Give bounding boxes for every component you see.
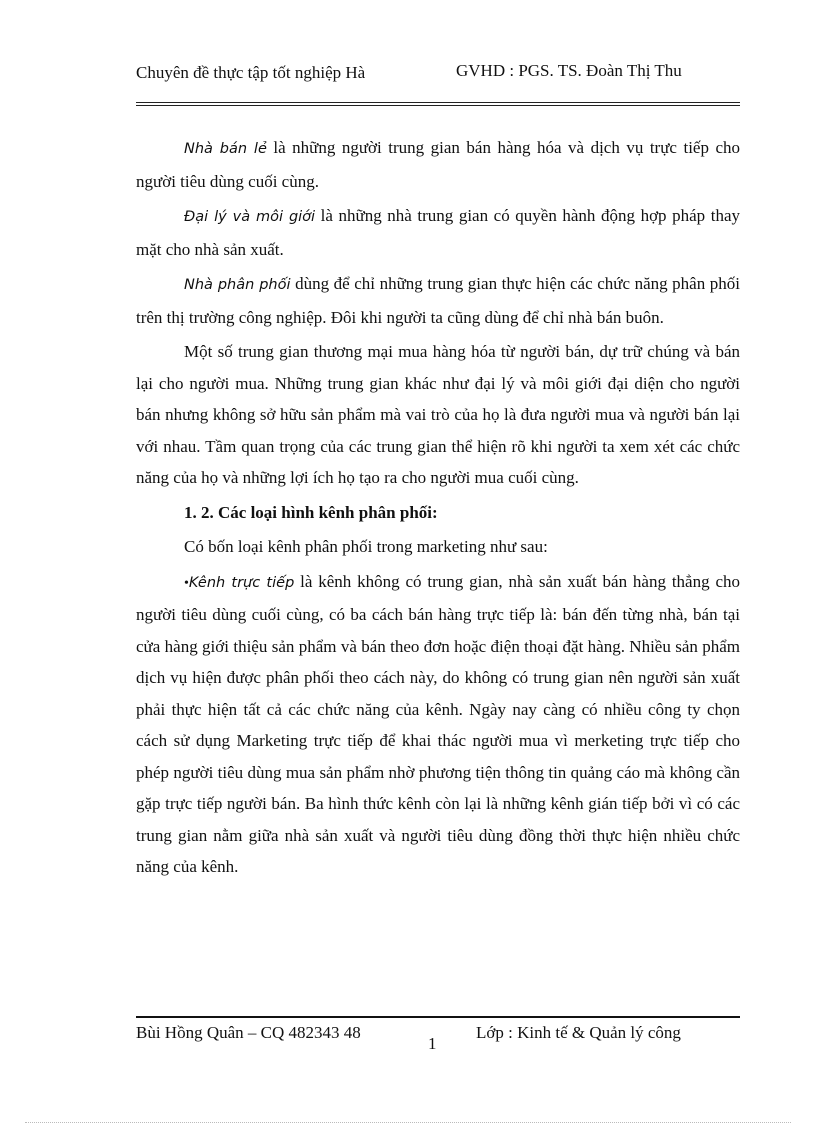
- paragraph-text: dùng để chỉ những trung gian thực hiện các chức năng phân phối trên thị trường công nghiệp. Đôi khi người ta cũng dùng để chỉ nhà bán buôn.: [136, 274, 741, 327]
- paragraph-distributor: [136, 268, 740, 333]
- paragraph-text: là những nhà trung gian có quyền hành động hợp pháp thay mặt cho nhà sản xuất.: [136, 206, 740, 259]
- footer-rule: [136, 1016, 740, 1018]
- header-left: Chuyên đề thực tập tốt nghiệp Hà: [136, 63, 366, 82]
- document-body: [136, 132, 740, 883]
- section-heading: 1. 2. Các loại hình kênh phân phối:: [184, 502, 438, 522]
- term-distributor: Nhà phân phối: [184, 277, 291, 293]
- paragraph-intermediaries: Một số trung gian thương mại mua hàng hóa từ người bán, dự trữ chúng và bán lại cho người mua. Những trung gian khác như đại lý và môi giới đại diện cho người bán nhưng không sở hữu sản phẩm mà vai trò của họ là đưa người mua và người bán lại với nhau. Tầm quan trọng của các trung gian thể hiện rõ khi người ta xem xét các chức năng của họ và những lợi ích họ tạo ra cho người mua cuối cùng.: [136, 342, 740, 487]
- header-right: GVHD : PGS. TS. Đoàn Thị Thu: [456, 61, 682, 80]
- footer-left: Bùi Hồng Quân – CQ 482343 48: [136, 1023, 361, 1042]
- term-agent: Đại lý và môi giới: [184, 209, 316, 225]
- term-direct-channel: Kênh trực tiếp: [188, 574, 295, 591]
- paragraph-text: là những người trung gian bán hàng hóa và dịch vụ trực tiếp cho người tiêu dùng cuối cùng.: [136, 138, 740, 191]
- page-number: 1: [428, 1034, 437, 1053]
- bullet-icon: •: [184, 575, 189, 591]
- footer-right: Lớp : Kinh tế & Quản lý công: [476, 1023, 681, 1042]
- paragraph-intro: Có bốn loại kênh phân phối trong marketing như sau:: [184, 537, 548, 556]
- header-rule-bottom: [136, 105, 740, 106]
- paragraph-text: là kênh không có trung gian, nhà sản xuất bán hàng thẳng cho người tiêu dùng cuối cùng, có ba cách bán hàng trực tiếp là: bán đến từng nhà, bán tại cửa hàng giới thiệu sản phẩm và bán theo đơn hoặc điện thoại đặt hàng. Nhiều sản phẩm dịch vụ hiện được phân phối theo cách này, do không có trung gian nên người sản xuất phải thực hiện tất cả các chức năng của kênh. Ngày nay càng có nhiều công ty chọn cách sử dụng Marketing trực tiếp để khai thác người mua vì merketing trực tiếp cho phép người tiêu dùng mua sản phẩm nhờ phương tiện thông tin quảng cáo mà không cần gặp trực tiếp người bán. Ba hình thức kênh còn lại là những kênh gián tiếp bởi vì có các trung gian nằm giữa nhà sản xuất và người tiêu dùng đồng thời thực hiện nhiều chức năng của kênh.: [136, 571, 740, 876]
- header-rule-top: [136, 102, 740, 103]
- paragraph-agent: [136, 200, 740, 265]
- paragraph-direct-channel: [136, 566, 740, 883]
- term-retailer: Nhà bán lẻ: [184, 141, 267, 157]
- paragraph-retailer: [136, 132, 740, 197]
